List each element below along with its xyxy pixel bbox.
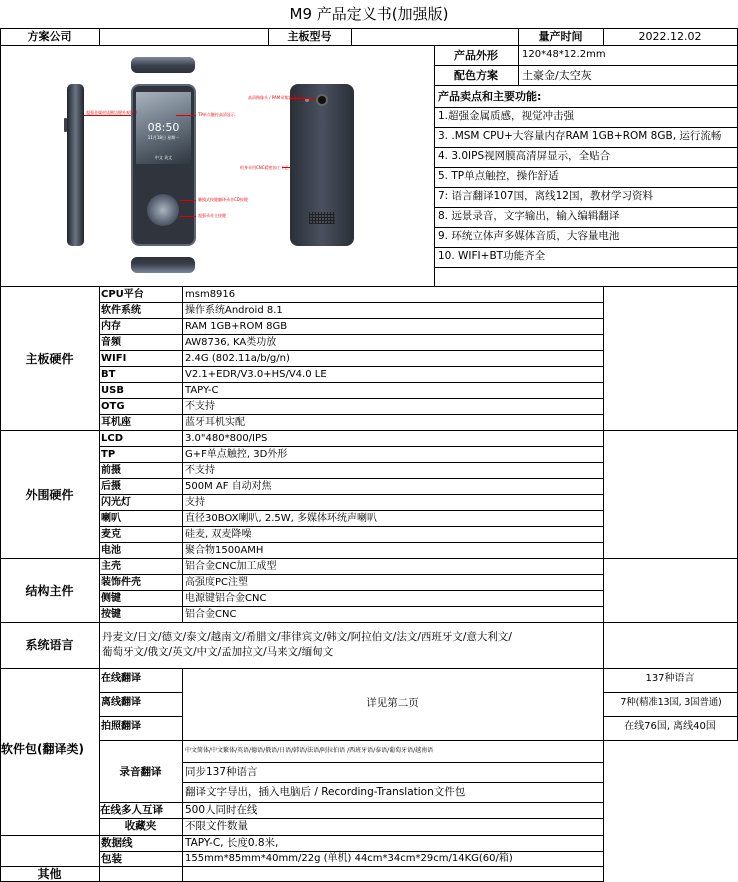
spec-label: 前摄 <box>101 465 121 476</box>
spec-label: 电池 <box>101 545 121 556</box>
spec-value: TAPY-C <box>185 385 219 396</box>
spec-label: 喇叭 <box>101 513 121 524</box>
data-cable-value: TAPY-C, 长度0.8米, <box>185 837 279 849</box>
favorites-label: 收藏夹 <box>124 820 157 832</box>
spec-label: LCD <box>101 433 124 444</box>
photo-translation-label: 拍照翻译 <box>101 721 141 732</box>
offline-translation-value: 7种(精准13国, 3国普通) <box>620 697 722 708</box>
feature-item: 8. 远景录音，文字输出，输入编辑翻译 <box>438 210 620 222</box>
software-label: 软件包(翻译类) <box>1 742 84 756</box>
spec-value: 铝合金CNC加工成型 <box>185 561 277 572</box>
phone-bottom-view <box>131 257 195 273</box>
record-button <box>147 194 179 226</box>
phone-side-view <box>67 84 84 246</box>
camera-icon <box>316 94 328 106</box>
spec-label: 耳机座 <box>101 417 131 428</box>
spec-label: WIFI <box>101 353 127 364</box>
appearance-value: 120*48*12.2mm <box>522 49 606 60</box>
spec-value: 直径30BOX喇叭, 2.5W, 多媒体环统声喇叭 <box>185 513 377 524</box>
annotation-label: TP单点触控高清显示 <box>198 112 235 117</box>
spec-value: V2.1+EDR/V3.0+HS/V4.0 LE <box>185 369 327 380</box>
spec-label: 软件系统 <box>101 305 141 316</box>
recording-languages: 中文简体/中文繁体/英语/德语/俄语/日语/韩语/法语/阿拉伯语 /西班牙语/泰语/葡萄牙语/越南语 <box>185 747 434 754</box>
feature-item: 5. TP单点触控，操作舒适 <box>438 170 559 182</box>
spec-label: 装饰件壳 <box>101 577 141 588</box>
spec-label: 按键 <box>101 609 121 620</box>
packaging-label: 包装 <box>101 853 122 865</box>
spec-value: 操作系统Android 8.1 <box>185 305 283 316</box>
feature-item: 7: 语言翻译107国，离线12国，教材学习资料 <box>438 190 653 202</box>
annotation-label: 超强金属材质侧边键外观设计 <box>86 110 138 115</box>
spec-value: 硅麦, 双麦降噪 <box>185 529 252 540</box>
recording-translation-label: 录音翻译 <box>119 766 162 778</box>
data-cable-label: 数据线 <box>101 837 133 849</box>
multi-translation-label: 在线多人互译 <box>100 804 163 816</box>
annotation-label: 高清摄像头 / PAM采集器扬声器 <box>248 95 305 100</box>
features-title: 产品卖点和主要功能: <box>438 90 542 103</box>
feature-item: 3. .MSM CPU+大容量内存RAM 1GB+ROM 8GB, 运行流畅 <box>438 130 722 142</box>
screen-date: 11月18日 星期一 <box>147 135 180 140</box>
color-value: 土豪金/太空灰 <box>522 69 592 82</box>
section-label-peripheral: 外围硬件 <box>25 488 74 502</box>
spec-label: 后摄 <box>101 481 121 492</box>
recording-sync: 同步137种语言 <box>185 766 258 778</box>
system-language-label: 系统语言 <box>25 638 74 652</box>
spec-value: AW8736, KA类功放 <box>185 337 277 348</box>
spec-value: 支持 <box>185 497 205 508</box>
offline-translation-label: 离线翻译 <box>101 697 141 708</box>
scheme-company-label: 方案公司 <box>27 30 72 43</box>
spec-label: BT <box>101 369 116 380</box>
board-model-label: 主板型号 <box>287 30 332 43</box>
spec-value: 高强度PC注塑 <box>185 577 249 588</box>
spec-value: RAM 1GB+ROM 8GB <box>185 321 288 332</box>
color-label: 配色方案 <box>454 69 498 82</box>
document-title: M9 产品定义书(加强版) <box>289 5 449 23</box>
spec-label: 闪光灯 <box>101 497 131 508</box>
spec-label: 主壳 <box>101 561 121 572</box>
production-time-value: 2022.12.02 <box>638 30 702 43</box>
spec-value: 蓝牙耳机实配 <box>185 417 245 428</box>
spec-label: OTG <box>101 401 125 412</box>
spec-value: 电源键铝合金CNC <box>185 593 267 604</box>
photo-translation-value: 在线76国, 离线40国 <box>624 721 716 732</box>
spec-label: 音频 <box>101 337 121 348</box>
packaging-value: 155mm*85mm*40mm/22g (单机) 44cm*34cm*29cm/14KG(60/箱) <box>185 853 513 864</box>
screen-buttons: 中文 英文 <box>154 155 173 160</box>
feature-item: 10. WIFI+BT功能齐全 <box>438 250 546 262</box>
spec-label: 麦克 <box>101 529 121 540</box>
other-label: 其他 <box>37 867 62 881</box>
spec-label: USB <box>101 385 124 396</box>
screen-clock: 08:50 <box>147 121 180 134</box>
see-page-two: 详见第二页 <box>366 697 419 709</box>
multi-translation-value: 500人同时在线 <box>185 804 258 816</box>
section-label-board: 主板硬件 <box>25 352 74 366</box>
spec-value: 不支持 <box>185 401 215 412</box>
spec-label: TP <box>101 449 116 460</box>
system-language-line2: 葡萄牙文/俄文/英文/中文/孟加拉文/马来文/缅甸文 <box>102 646 334 658</box>
speaker-grille <box>309 212 335 224</box>
spec-value: 3.0"480*800/IPS <box>185 433 268 444</box>
spec-label: 内存 <box>101 321 121 332</box>
spec-value: msm8916 <box>185 289 236 300</box>
feature-item: 4. 3.0IPS视网膜高清屏显示，全贴合 <box>438 150 611 162</box>
annotation-label: 机身采用CNC精密加工工艺 <box>240 165 289 170</box>
feature-item: 9. 环统立体声多媒体音质，大容量电池 <box>438 230 620 242</box>
spec-value: 铝合金CNC <box>185 609 237 620</box>
spec-label: CPU平台 <box>101 289 144 300</box>
phone-top-view <box>131 57 195 73</box>
section-label-structure: 结构主件 <box>25 584 74 598</box>
spec-value: G+F单点触控, 3D外形 <box>185 449 288 460</box>
annotation-label: 触摸式按键翻译录音CD按键 <box>198 197 248 202</box>
spec-value: 不支持 <box>185 465 215 476</box>
production-time-label: 量产时间 <box>538 30 583 43</box>
favorites-value: 不限文件数量 <box>185 820 248 832</box>
recording-export: 翻译文字导出，插入电脑后 / Recording-Translation文件包 <box>185 786 466 798</box>
online-translation-label: 在线翻译 <box>101 673 141 684</box>
online-translation-value: 137种语言 <box>645 673 695 684</box>
system-language-line1: 丹麦文/日文/德文/泰文/越南文/希腊文/菲律宾文/韩文/阿拉伯文/法文/西班牙文/意大利文/ <box>102 631 512 643</box>
spec-value: 500M AF 自动对焦 <box>185 481 272 492</box>
annotation-label: 超强录音主按键 <box>198 213 226 218</box>
spec-label: 侧键 <box>101 593 121 604</box>
spec-value: 2.4G (802.11a/b/g/n) <box>185 353 290 364</box>
appearance-label: 产品外形 <box>454 49 498 62</box>
feature-item: 1.超强金属质感，视觉冲击强 <box>438 110 575 122</box>
spec-value: 聚合物1500AMH <box>185 545 264 556</box>
